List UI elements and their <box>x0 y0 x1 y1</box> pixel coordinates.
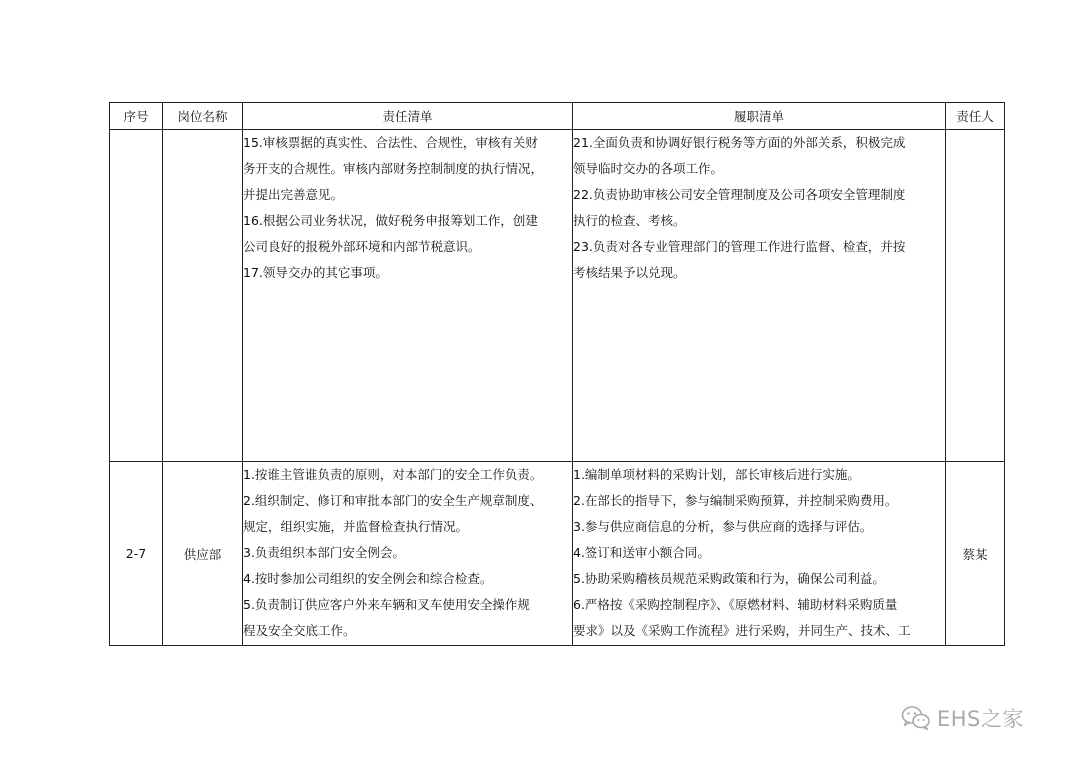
watermark <box>901 703 1024 733</box>
table-row <box>110 130 1005 462</box>
header-seq: 序号 <box>110 103 163 130</box>
header-person: 责任人 <box>946 103 1005 130</box>
text-line: 21.全面负责和协调好银行税务等方面的外部关系，积极完成 <box>573 135 906 150</box>
cell-seq: 2-7 <box>110 462 163 646</box>
text-line: 5.协助采购稽核员规范采购政策和行为，确保公司利益。 <box>573 571 885 586</box>
text-line: 程及安全交底工作。 <box>243 623 356 638</box>
text-line: 6.严格按《采购控制程序》、《原燃材料、辅助材料采购质量 <box>573 597 898 612</box>
text-line: 17.领导交办的其它事项。 <box>243 265 388 280</box>
text-line: 1.按谁主管谁负责的原则，对本部门的安全工作负责。 <box>243 467 543 482</box>
text-line: 领导临时交办的各项工作。 <box>573 161 724 176</box>
text-line: 执行的检查、考核。 <box>573 213 686 228</box>
cell-responsibilities <box>243 130 573 462</box>
text-line: 规定，组织实施，并监督检查执行情况。 <box>243 519 469 534</box>
text-line: 要求》以及《采购工作流程》进行采购，并同生产、技术、工 <box>573 623 911 638</box>
cell-position: 供应部 <box>163 462 243 646</box>
cell-person <box>946 130 1005 462</box>
text-line: 4.按时参加公司组织的安全例会和综合检查。 <box>243 571 493 586</box>
text-line: 16.根据公司业务状况，做好税务申报筹划工作，创建 <box>243 213 538 228</box>
text-line: 4.签订和送审小额合同。 <box>573 545 710 560</box>
header-duties: 履职清单 <box>573 103 946 130</box>
responsibility-table <box>109 102 1005 646</box>
table-row <box>110 462 1005 646</box>
text-line: 3.负责组织本部门安全例会。 <box>243 545 405 560</box>
cell-seq <box>110 130 163 462</box>
text-line: 1.编制单项材料的采购计划，部长审核后进行实施。 <box>573 467 860 482</box>
document-page <box>109 102 1005 646</box>
text-line: 考核结果予以兑现。 <box>573 265 686 280</box>
text-line: 15.审核票据的真实性、合法性、合规性，审核有关财 <box>243 135 538 150</box>
header-position: 岗位名称 <box>163 103 243 130</box>
cell-position <box>163 130 243 462</box>
text-line: 公司良好的报税外部环境和内部节税意识。 <box>243 239 481 254</box>
text-line: 22.负责协助审核公司安全管理制度及公司各项安全管理制度 <box>573 187 906 202</box>
text-line: 2.在部长的指导下，参与编制采购预算，并控制采购费用。 <box>573 493 898 508</box>
cell-person: 蔡某 <box>946 462 1005 646</box>
text-line: 务开支的合规性。审核内部财务控制制度的执行情况， <box>243 161 544 176</box>
cell-responsibilities <box>243 462 573 646</box>
table-header-row <box>110 103 1005 130</box>
text-line: 23.负责对各专业管理部门的管理工作进行监督、检查，并按 <box>573 239 906 254</box>
header-responsibilities: 责任清单 <box>243 103 573 130</box>
cell-duties <box>573 130 946 462</box>
watermark-text: EHS之家 <box>937 707 1024 731</box>
wechat-icon <box>901 705 931 731</box>
cell-duties <box>573 462 946 646</box>
text-line: 并提出完善意见。 <box>243 187 344 202</box>
text-line: 2.组织制定、修订和审批本部门的安全生产规章制度、 <box>243 493 543 508</box>
text-line: 5.负责制订供应客户外来车辆和叉车使用安全操作规 <box>243 597 530 612</box>
text-line: 3.参与供应商信息的分析，参与供应商的选择与评估。 <box>573 519 873 534</box>
